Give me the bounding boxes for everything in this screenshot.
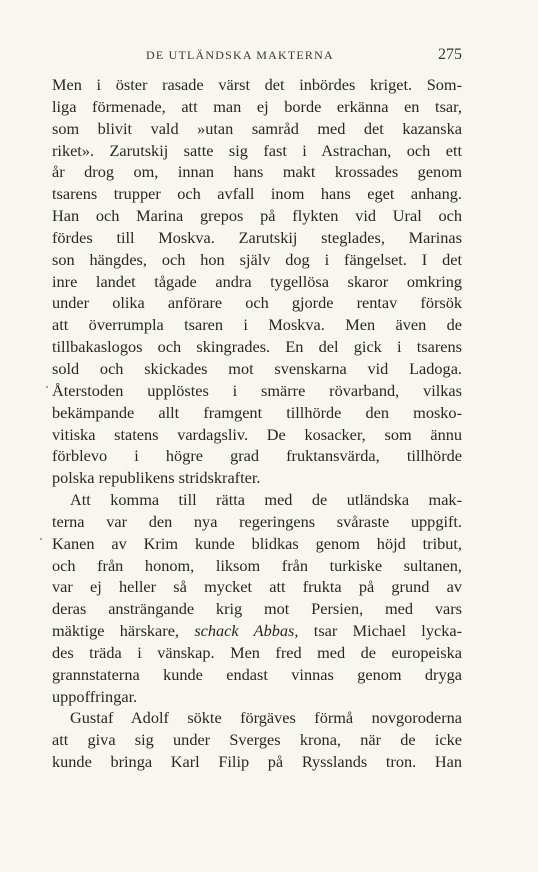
text-line: grannstaterna kunde endast vinnas genom dryga	[52, 664, 462, 684]
body-text	[52, 74, 462, 773]
text-line: under olika anförare och gjorde rentav försök	[52, 293, 462, 313]
text-line: förblevo i högre grad fruktansvärda, tillhörde	[52, 446, 462, 466]
page-number: 275	[438, 46, 462, 63]
text-line: fördes till Moskva. Zarutskij steglades, Marinas	[52, 227, 462, 247]
text-line: deras ansträngande krig mot Persien, med vars	[52, 599, 462, 619]
text-line: uppoffringar.	[52, 686, 138, 706]
text-line: att giva sig under Sverges krona, när de icke	[52, 730, 462, 750]
text-line: Han och Marina grepos på flykten vid Ural och	[52, 206, 462, 226]
text-line: vitiska statens vardagsliv. De kosacker, som ännu	[52, 424, 462, 444]
text-line: des träda i vänskap. Men fred med de europeiska	[52, 642, 462, 662]
text-line: tsarens trupper och avfall inom hans eget anhang.	[52, 184, 462, 204]
text-line: riket». Zarutskij satte sig fast i Astrachan, och ett	[52, 140, 462, 160]
paper-speck	[40, 538, 42, 540]
text-line: bekämpande allt framgent tillhörde den mosko-	[52, 402, 462, 422]
text-line: år drog om, innan hans makt krossades genom	[52, 162, 462, 182]
text-line: son hängdes, och hon själv dog i fängelset. I det	[52, 249, 462, 269]
text-line: Men i öster rasade värst det inbördes kriget. Som-	[52, 75, 462, 94]
text-fragment: mäktige härskare,	[52, 621, 195, 641]
text-line: inre landet tågade andra tygellösa skaror omkring	[52, 271, 462, 291]
text-line: Att komma till rätta med de utländska mak-	[70, 490, 462, 510]
running-title: DE UTLÄNDSKA MAKTERNA	[146, 48, 334, 62]
text-line: var ej heller så mycket att frukta på grund av	[52, 577, 462, 597]
text-line: Kanen av Krim kunde blidkas genom höjd tribut,	[52, 533, 462, 553]
text-line: kunde bringa Karl Filip på Rysslands tron. Han	[52, 752, 462, 772]
italic-phrase: schack Abbas,	[194, 621, 299, 641]
paper-speck	[46, 386, 48, 388]
text-line: att överrumpla tsaren i Moskva. Men även de	[52, 315, 462, 335]
text-line: liga förmenade, att man ej borde erkänna en tsar,	[52, 96, 462, 116]
text-line: Gustaf Adolf sökte förgäves förmå novgoroderna	[70, 708, 462, 728]
text-line-with-italic	[52, 620, 462, 642]
text-fragment: tsar Michael lycka-	[298, 621, 462, 641]
text-line: sold och skickades mot svenskarna vid Ladoga.	[52, 358, 462, 378]
text-line: terna var den nya regeringens svåraste uppgift.	[52, 511, 462, 531]
text-line: som blivit vald »utan samråd med det kazanska	[52, 118, 462, 138]
text-line: Återstoden upplöstes i smärre rövarband, vilkas	[52, 380, 462, 400]
text-line: polska republikens stridskrafter.	[52, 468, 261, 488]
running-head	[52, 46, 462, 66]
text-line: och från honom, liksom från turkiske sultanen,	[52, 555, 462, 575]
text-line: tillbakaslogos och skingrades. En del gick i tsarens	[52, 337, 462, 357]
